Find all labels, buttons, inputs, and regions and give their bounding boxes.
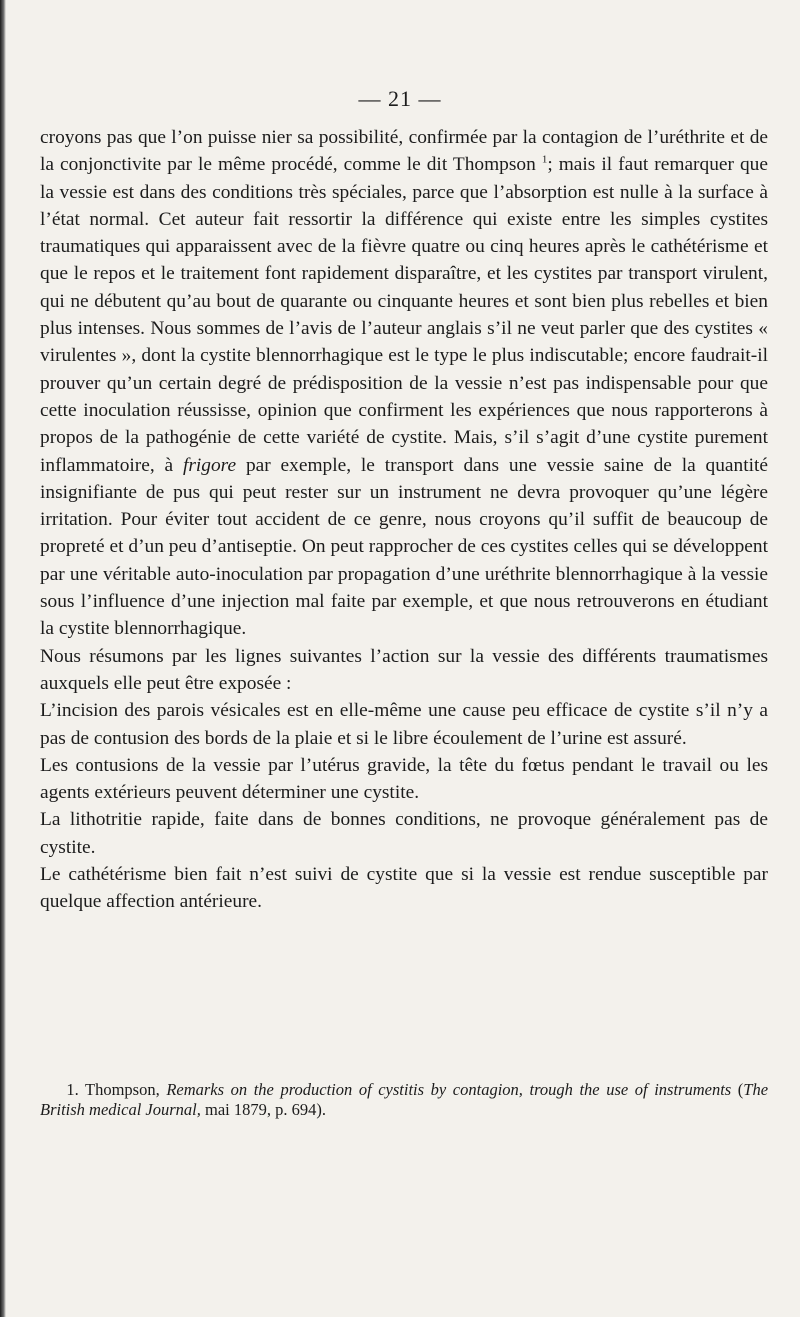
- paragraph-1-end: par exemple, le transport dans une vessie saine de la quantité insignifiante de pus qui peut rester sur un instrument ne devra provoquer qu’une légère irritation. Pour éviter tout accident de ce genre, nous croyons qu’il suffit de beaucoup de propreté et d’un peu d’antiseptie. On peut rapprocher de ces cystites celles qui se développent par une véritable auto-inoculation par propagation d’une uréthrite blennorrhagique à la vessie sous l’influence d’une injection mal faite par exemple, et que nous retrouverons en étudiant la cystite blennorrhagique.: [40, 454, 768, 640]
- footnote-details: mai 1879, p. 694: [204, 1100, 317, 1119]
- footnote-journal: The British medical Journal,: [40, 1080, 769, 1119]
- paragraph-1: [40, 124, 768, 643]
- paragraph-1-middle: ; mais il faut remarquer que la vessie est dans des conditions très spéciales, parce que l’absorption est nulle à la surface à l’état normal. Cet auteur fait ressortir la différence qui existe entre les simples cystites traumatiques qui apparaissent avec de la fièvre quatre ou cinq heures après le cathétérisme et que le repos et le traitement font rapidement disparaître, et les cystites par transport virulent, qui ne débutent qu’au bout de quarante ou cinquante heures et sont bien plus rebelles et bien plus intenses. Nous sommes de l’avis de l’auteur anglais s’il ne veut parler que des cystites « virulentes », dont la cystite blennorrhagique est le type le plus indiscutable; encore faudrait-il prouver qu’un certain degré de prédisposition de la vessie n’est pas indispensable pour que cette inoculation réussisse, opinion que confirment les expériences que nous rapporterons à propos de la pathogénie de cette variété de cystite. Mais, s’il s’agit d’une cystite purement inflammatoire, à: [40, 154, 768, 476]
- footnote-author: Thompson,: [85, 1080, 160, 1099]
- footnote-number: 1.: [66, 1080, 79, 1099]
- paragraph-3: L’incision des parois vésicales est en elle-même une cause peu efficace de cystite s’il n’y a pas de contusion des bords de la plaie et si le libre écoulement de l’urine est assuré.: [40, 700, 768, 749]
- footnote-title: Remarks on the production of cystitis by contagion, trough the use of instruments: [166, 1080, 732, 1099]
- body-text: [40, 124, 768, 916]
- paragraph-2: Nous résumons par les lignes suivantes l’action sur la vessie des différents traumatismes auxquels elle peut être exposée :: [40, 645, 768, 694]
- paragraph-4: Les contusions de la vessie par l’utérus gravide, la tête du fœtus pendant le travail ou les agents extérieurs peuvent déterminer une cystite.: [40, 754, 768, 804]
- binding-edge: [0, 0, 6, 1317]
- italic-term: frigore: [182, 454, 237, 476]
- footnote-reference: 1: [541, 153, 548, 166]
- paragraph-5: La lithotritie rapide, faite dans de bonnes conditions, ne provoque généralement pas de cystite.: [40, 809, 768, 858]
- paragraph-6: Le cathétérisme bien fait n’est suivi de cystite que si la vessie est rendue susceptible par quelque affection antérieure.: [40, 864, 768, 913]
- page-number: — 21 —: [358, 86, 442, 111]
- paragraph-1-start: croyons pas que l’on puisse nier sa possibilité, confirmée par la contagion de l’uréthrite et de la conjonctivite par le même procédé, comme le dit Thompson: [40, 127, 768, 176]
- footnote: 1. Thompson, Remarks on the production of cystitis by contagion, trough the use of instruments (The British medical Journal, mai 1879, p. 694).: [40, 1080, 769, 1119]
